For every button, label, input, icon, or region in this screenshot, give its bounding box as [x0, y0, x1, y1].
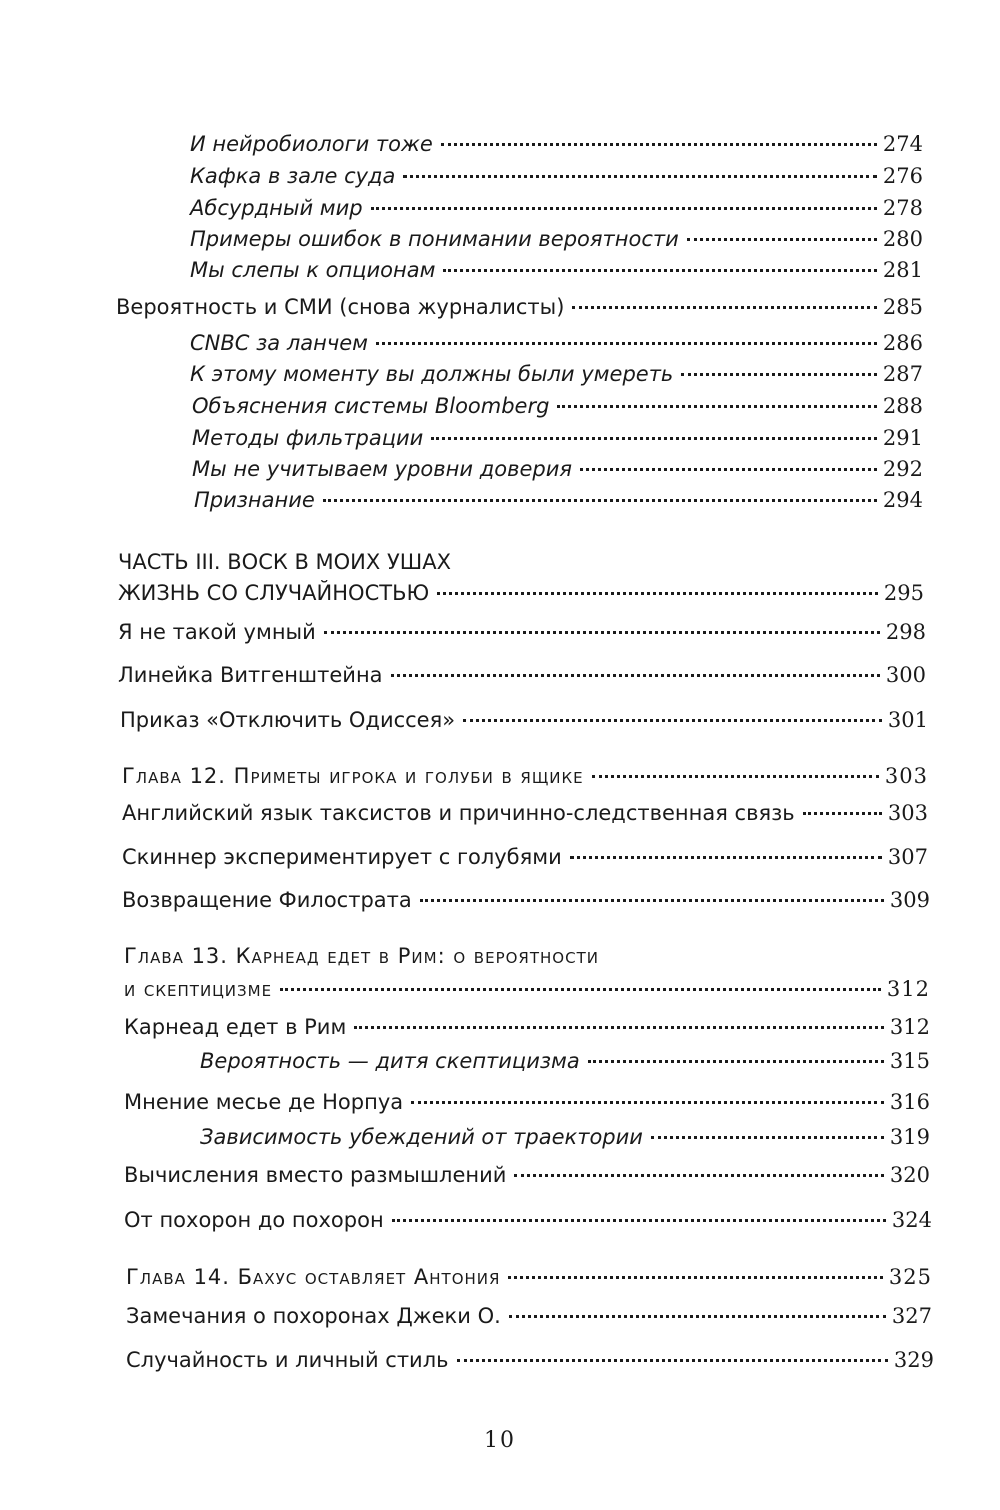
leader-dots: [371, 207, 877, 210]
toc-entry-title: Я не такой умный: [118, 620, 316, 644]
leader-dots: [509, 1315, 886, 1318]
toc-entry-title: От похорон до похорон: [124, 1208, 384, 1232]
toc-entry-page: 315: [889, 1049, 930, 1073]
leader-dots: [681, 373, 877, 376]
toc-entry-title: ЖИЗНЬ СО СЛУЧАЙНОСТЬЮ: [118, 581, 430, 605]
toc-entry: [194, 486, 923, 514]
toc-entry: [190, 225, 923, 253]
toc-entry-page: 286: [882, 331, 923, 355]
toc-entry-title: и скептицизме: [124, 977, 273, 1001]
toc-entry-title: К этому моменту вы должны были умереть: [190, 362, 674, 386]
toc-entry-title: Абсурдный мир: [190, 196, 363, 220]
toc-entry-page: 324: [891, 1208, 932, 1232]
leader-dots: [557, 405, 876, 408]
chapter-entry: [124, 975, 930, 1003]
toc-entry: [200, 1123, 930, 1151]
toc-entry-title: CNBC за ланчем: [190, 331, 369, 355]
leader-dots: [392, 1219, 886, 1222]
toc-entry: [200, 1047, 930, 1075]
toc-entry-page: 316: [889, 1090, 930, 1114]
leader-dots: [441, 143, 877, 146]
chapter-heading: Глава 13. Карнеад едет в Рим: о вероятности: [124, 944, 599, 968]
toc-entry: [190, 256, 923, 284]
toc-entry-page: 309: [889, 888, 930, 912]
toc-entry-page: 278: [882, 196, 923, 220]
toc-entry-title: Карнеад едет в Рим: [124, 1015, 347, 1039]
toc-entry-page: 312: [889, 1015, 930, 1039]
toc-entry-page: 301: [887, 708, 928, 732]
toc-entry-title: Методы фильтрации: [192, 426, 424, 450]
toc-entry-page: 327: [891, 1304, 932, 1328]
toc-entry-page: 292: [882, 457, 923, 481]
toc-entry-title: Примеры ошибок в понимании вероятности: [190, 227, 679, 251]
toc-entry-page: 298: [885, 620, 926, 644]
leader-dots: [588, 1060, 884, 1063]
toc-entry: [120, 706, 928, 734]
toc-entry-title: Признание: [194, 488, 315, 512]
toc-entry-page: 274: [882, 132, 923, 156]
toc-entry: [118, 579, 924, 607]
toc-entry: [124, 1161, 930, 1189]
toc-entry-page: 307: [887, 845, 928, 869]
toc-entry-title: Вычисления вместо размышлений: [124, 1163, 507, 1187]
leader-dots: [354, 1026, 884, 1029]
toc-entry: [190, 162, 923, 190]
leader-dots: [443, 269, 876, 272]
toc-entry: [126, 1302, 932, 1330]
toc-entry-page: 294: [882, 488, 923, 512]
toc-entry-title: Глава 12. Приметы игрока и голуби в ящике: [122, 764, 584, 788]
toc-entry-page: 280: [882, 227, 923, 251]
toc-entry-title: Глава 14. Бахус оставляет Антония: [126, 1265, 501, 1289]
part-heading: ЧАСТЬ III. ВОСК В МОИХ УШАХ: [118, 550, 451, 574]
toc-entry: [192, 392, 923, 420]
toc-entry-page: 325: [888, 1265, 932, 1289]
toc-entry: [118, 618, 926, 646]
toc-entry-title: Английский язык таксистов и причинно-следственная связь: [122, 801, 795, 825]
toc-entry-title: Мы слепы к опционам: [190, 258, 436, 282]
toc-entry: [190, 360, 923, 388]
toc-entry-title: Скиннер экспериментирует с голубями: [122, 845, 562, 869]
toc-entry: [118, 661, 926, 689]
toc-entry-page: 276: [882, 164, 923, 188]
toc-entry-title: Замечания о похоронах Джеки О.: [126, 1304, 501, 1328]
toc-entry: [116, 293, 923, 321]
toc-entry: [122, 799, 928, 827]
toc-entry-page: 295: [883, 581, 924, 605]
toc-entry-page: 303: [887, 801, 928, 825]
toc-entry-page: 287: [882, 362, 923, 386]
chapter-entry: [122, 762, 928, 790]
toc-entry-title: Линейка Витгенштейна: [118, 663, 383, 687]
toc-entry-page: 319: [889, 1125, 930, 1149]
leader-dots: [437, 592, 878, 595]
leader-dots: [651, 1136, 884, 1139]
toc-entry: [190, 130, 923, 158]
toc-entry: [190, 194, 923, 222]
toc-entry: [122, 886, 930, 914]
toc-entry-title: Объяснения системы Bloomberg: [192, 394, 550, 418]
leader-dots: [803, 812, 882, 815]
chapter-entry: [126, 1263, 932, 1291]
leader-dots: [391, 674, 880, 677]
leader-dots: [570, 856, 882, 859]
leader-dots: [431, 437, 877, 440]
leader-dots: [280, 988, 881, 991]
toc-entry-title: Вероятность и СМИ (снова журналисты): [116, 295, 565, 319]
leader-dots: [376, 342, 877, 345]
leader-dots: [572, 306, 877, 309]
leader-dots: [324, 631, 880, 634]
toc-entry-title: Кафка в зале суда: [190, 164, 396, 188]
leader-dots: [323, 499, 877, 502]
toc-entry: [124, 1206, 932, 1234]
leader-dots: [687, 238, 877, 241]
leader-dots: [580, 468, 877, 471]
toc-entry-page: 312: [886, 977, 930, 1001]
toc-entry-title: Зависимость убеждений от траектории: [200, 1125, 643, 1149]
toc-entry: [190, 329, 923, 357]
toc-entry-title: Мнение месье де Норпуа: [124, 1090, 404, 1114]
toc-entry: [124, 1013, 930, 1041]
toc-entry-title: Вероятность — дитя скептицизма: [200, 1049, 580, 1073]
toc-entry-page: 303: [884, 764, 928, 788]
leader-dots: [403, 175, 876, 178]
toc-entry-title: Приказ «Отключить Одиссея»: [120, 708, 456, 732]
toc-entry: [192, 455, 923, 483]
toc-entry: [126, 1346, 934, 1374]
leader-dots: [463, 719, 882, 722]
toc-entry-title: И нейробиологи тоже: [190, 132, 433, 156]
toc-entry-page: 288: [882, 394, 923, 418]
toc-entry-title: Мы не учитываем уровни доверия: [192, 457, 572, 481]
leader-dots: [411, 1101, 884, 1104]
toc-entry-page: 300: [885, 663, 926, 687]
leader-dots: [508, 1276, 882, 1279]
leader-dots: [457, 1359, 888, 1362]
toc-entry-page: 329: [893, 1348, 934, 1372]
toc-entry-page: 285: [882, 295, 923, 319]
leader-dots: [592, 775, 879, 778]
toc-entry-title: Возвращение Филострата: [122, 888, 412, 912]
toc-entry-page: 291: [882, 426, 923, 450]
toc-entry: [124, 1088, 930, 1116]
toc-entry-page: 281: [882, 258, 923, 282]
leader-dots: [514, 1174, 883, 1177]
toc-entry-page: 320: [889, 1163, 930, 1187]
toc-entry: [192, 424, 923, 452]
page-number: 10: [484, 1428, 516, 1453]
toc-entry-title: Случайность и личный стиль: [126, 1348, 449, 1372]
leader-dots: [420, 899, 884, 902]
toc-entry: [122, 843, 928, 871]
